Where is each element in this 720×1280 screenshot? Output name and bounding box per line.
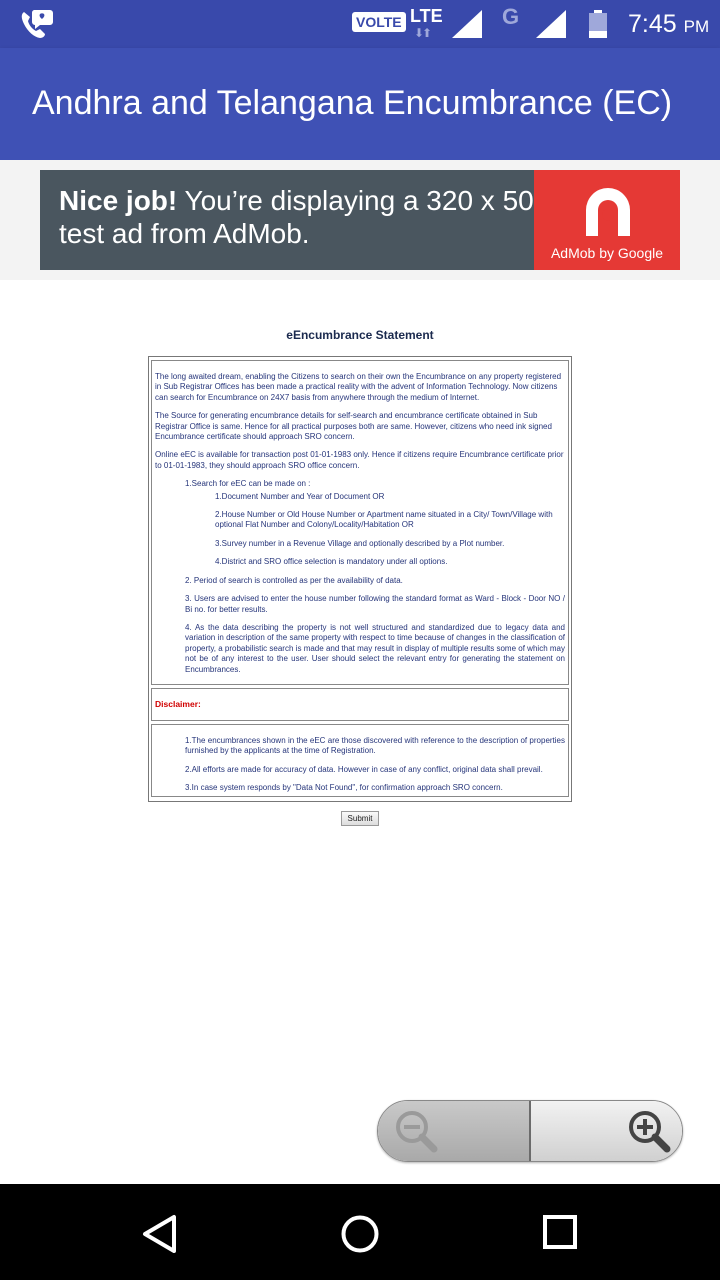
submit-button[interactable]: Submit: [341, 811, 379, 826]
zoom-out-button[interactable]: [378, 1101, 531, 1162]
admob-brand: AdMob by Google: [550, 245, 664, 261]
back-icon[interactable]: [140, 1214, 180, 1254]
zoom-controls: [377, 1100, 683, 1162]
home-icon[interactable]: [340, 1214, 380, 1254]
disclaimer-label: Disclaimer:: [155, 699, 201, 709]
navigation-bar: [0, 1184, 720, 1280]
battery-icon: [588, 10, 608, 38]
intro-paragraph: The Source for generating encumbrance details for self-search and encumbrance certificate obtained in Sub Registrar Office is same. Hence for all practical purposes both are same. However, citizens who need ink signed Encumbrance certificate should approach SRO concern.: [155, 411, 552, 442]
admob-logo-icon: [578, 182, 638, 236]
phone-icon: [18, 8, 54, 40]
info-point: 4. As the data describing the property is not well structured and standardized due to legacy data and variation in description of the same property with respect to time because of changes in the classification of property, a probabilistic search is made and that may result in display of multiple results some of which may not be of any interest to the user. User should select the relevant entry for generating the statement on Encumbrances.: [185, 622, 565, 674]
search-option: 3.Survey number in a Revenue Village and optionally described by a Plot number.: [215, 538, 505, 548]
lte-label: LTE: [410, 6, 443, 26]
search-option: 4.District and SRO office selection is mandatory under all options.: [215, 557, 448, 567]
page-title: eEncumbrance Statement: [286, 328, 434, 342]
disclaimer-item: 1.The encumbrances shown in the eEC are those discovered with reference to the description of properties furnished by the applicants at the time of Registration.: [185, 736, 565, 756]
disclaimer-item: 2.All efforts are made for accuracy of data. However in case of any conflict, original data shall prevail.: [185, 764, 543, 774]
intro-paragraph: The long awaited dream, enabling the Citizens to search on their own the Encumbrance on any property registered in Sub Registrar Offices has been made a practical reality with the advent of Information Technology. Now citizens can search for Encumbrance on 24X7 basis from anywhere through the medium of Internet.: [155, 372, 562, 402]
search-option: 2.House Number or Old House Number or Apartment name situated in a City/ Town/Village with optional Flat Number and Colony/Locality/Habitation OR: [215, 510, 553, 530]
info-point: 3. Users are advised to enter the house number following the standard format as Ward - Block - Door NO / Bi no. for better results.: [185, 594, 565, 614]
signal-icon-2: [536, 10, 566, 38]
status-bar: [0, 0, 720, 48]
app-title: Andhra and Telangana Encumbrance (EC): [32, 84, 673, 122]
info-cell: [151, 360, 569, 685]
disclaimer-item: 3.In case system responds by "Data Not Found", for confirmation approach SRO concern.: [185, 783, 503, 793]
webview-content: [0, 280, 720, 1184]
zoom-in-button[interactable]: [531, 1101, 683, 1162]
statement-table: [148, 356, 572, 802]
signal-icon: [452, 10, 482, 38]
ad-text: Nice job! You’re displaying a 320 x 50 test ad from AdMob.: [59, 185, 534, 249]
data-arrows-icon: ⬇⬆: [414, 26, 431, 40]
zoom-in-icon: [625, 1109, 683, 1155]
intro-paragraph: Online eEC is available for transaction post 01-01-1983 only. Hence if citizens require Encumbrance certificate prior to 01-01-1983, they should approach SRO office concern.: [155, 450, 564, 470]
search-option: 1.Document Number and Year of Document OR: [215, 491, 385, 501]
search-heading: 1.Search for eEC can be made on :: [185, 479, 311, 489]
clock: 7:45 PM: [628, 10, 710, 38]
ad-container: [0, 160, 720, 280]
volte-badge: VOLTE: [352, 12, 406, 32]
admob-logo-panel: [534, 170, 680, 270]
info-point: 2. Period of search is controlled as per the availability of data.: [185, 575, 403, 585]
g-network-label: G: [502, 4, 520, 29]
disclaimer-cell: [151, 688, 569, 721]
disclaimer-list: [151, 724, 569, 797]
admob-banner[interactable]: [40, 170, 680, 270]
app-bar: [0, 48, 720, 160]
recents-icon[interactable]: [542, 1214, 578, 1250]
zoom-out-icon: [392, 1109, 452, 1155]
